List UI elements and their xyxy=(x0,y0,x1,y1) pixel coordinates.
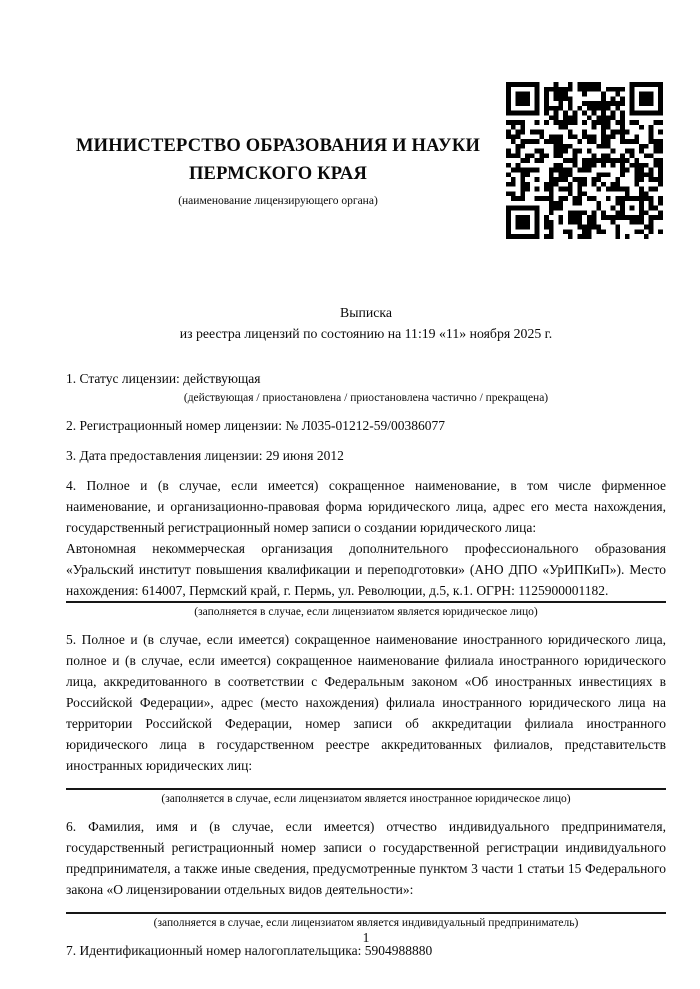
entrepreneur-note: (заполняется в случае, если лицензиатом является индивидуальный предприниматель) xyxy=(153,917,579,929)
foreign-entity-note: (заполняется в случае, если лицензиатом является иностранное юридическое лицо) xyxy=(161,793,571,805)
legal-entity-value: Автономная некоммерческая организация дополнительного профессионального образования «Уральский институт повышения квалификации и переподготовки» (АНО ДПО «УрИПКиП»). Место нахождения: 614007, Пермский край, г. Пермь, ул. Революции, д.5, к.1. ОГРН: 1125900001182. xyxy=(66,538,666,603)
licensing-authority-caption: (наименование лицензирующего органа) xyxy=(178,195,378,207)
registration-number-text: 2. Регистрационный номер лицензии: № Л035-01212-59/00386077 xyxy=(66,418,446,433)
license-status-text: 1. Статус лицензии: действующая xyxy=(66,371,261,386)
taxpayer-number-text: 7. Идентификационный номер налогоплательщика: 5904988880 xyxy=(66,943,433,958)
license-status-note: (действующая / приостановлена / приостановлена частично / прекращена) xyxy=(183,392,549,404)
foreign-entity-label: 5. Полное и (в случае, если имеется) сокращенное наименование иностранного юридического лица, полное и (в случае, если имеется) сокращенное наименование филиала иностранного юридического лица, аккредитованного в соответствии с Федеральным законом «Об иностранных инвестициях в Российской Федерации», адрес (место нахождения) филиала иностранного юридического лица на территории Российской Федерации, номер записи об аккредитации филиала иностранного юридического лица в государственном реестре аккредитованных филиалов, представительств иностранных юридических лиц: xyxy=(66,632,666,773)
field-3-grant-date xyxy=(66,445,666,466)
ministry-name-line2: ПЕРМСКОГО КРАЯ xyxy=(188,164,368,184)
legal-entity-note: (заполняется в случае, если лицензиатом является юридическое лицо) xyxy=(194,606,538,618)
page-number: 1 xyxy=(362,930,370,945)
title-line1: Выписка xyxy=(340,305,392,320)
grant-date-text: 3. Дата предоставления лицензии: 29 июня 2012 xyxy=(66,448,344,463)
document-title xyxy=(66,302,666,344)
document-header xyxy=(64,132,492,208)
title-line2: из реестра лицензий по состоянию на 11:19 «11» ноября 2025 г. xyxy=(179,326,553,341)
ministry-name-line1: МИНИСТЕРСТВО ОБРАЗОВАНИЯ И НАУКИ xyxy=(75,136,481,156)
qr-code xyxy=(506,82,663,239)
field-1-license-status xyxy=(66,368,666,406)
field-4-legal-entity xyxy=(66,475,666,620)
field-5-foreign-entity xyxy=(66,629,666,807)
document-body xyxy=(66,368,666,970)
field-6-individual-entrepreneur xyxy=(66,816,666,931)
entrepreneur-label: 6. Фамилия, имя и (в случае, если имеется) отчество индивидуального предпринимателя, государственный регистрационный номер записи о государственной регистрации индивидуального предпринимателя, а также иные сведения, предусмотренные пунктом 3 части 1 статьи 15 Федерального закона «О лицензировании отдельных видов деятельности»: xyxy=(66,819,666,897)
field-2-registration-number xyxy=(66,415,666,436)
legal-entity-label: 4. Полное и (в случае, если имеется) сокращенное наименование, в том числе фирменное наименование, и организационно-правовая форма юридического лица, адрес его места нахождения, государственный регистрационный номер записи о создании юридического лица: xyxy=(66,478,666,535)
